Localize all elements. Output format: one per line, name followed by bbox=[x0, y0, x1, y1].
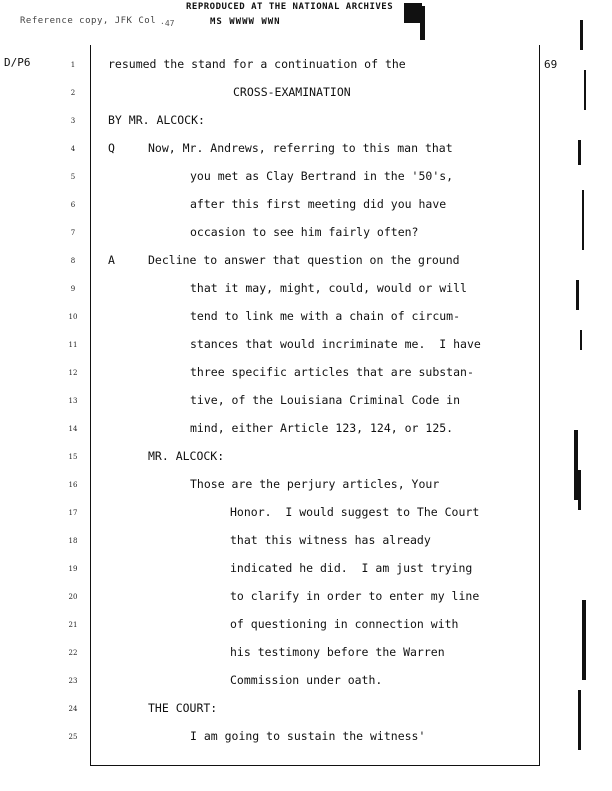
transcript-line bbox=[0, 729, 612, 749]
transcript-line bbox=[0, 85, 612, 105]
line-number: 10 bbox=[68, 313, 78, 321]
transcript-line bbox=[0, 281, 612, 301]
transcript-line bbox=[0, 505, 612, 525]
transcript-line bbox=[0, 589, 612, 609]
line-number: 17 bbox=[68, 509, 78, 517]
line-text: mind, either Article 123, 124, or 125. bbox=[190, 421, 454, 435]
reference-copy-note: Reference copy, JFK Col bbox=[20, 16, 157, 26]
transcript-line bbox=[0, 477, 612, 497]
line-text: to clarify in order to enter my line bbox=[230, 589, 480, 603]
line-text: Now, Mr. Andrews, referring to this man that bbox=[148, 141, 453, 155]
page-number: 69 bbox=[544, 58, 558, 71]
line-text: resumed the stand for a continuation of the bbox=[108, 57, 406, 71]
line-text: CROSS-EXAMINATION bbox=[233, 85, 351, 99]
line-number: 14 bbox=[68, 425, 78, 433]
line-text: occasion to see him fairly often? bbox=[190, 225, 419, 239]
transcript-line bbox=[0, 309, 612, 329]
transcript-line bbox=[0, 421, 612, 441]
section-label: D/P6 bbox=[4, 56, 31, 69]
line-number: 20 bbox=[68, 593, 78, 601]
line-text: that this witness has already bbox=[230, 533, 431, 547]
line-text: indicated he did. I am just trying bbox=[230, 561, 473, 575]
line-text: Honor. I would suggest to The Court bbox=[230, 505, 480, 519]
transcript-line bbox=[0, 617, 612, 637]
line-text: MR. ALCOCK: bbox=[148, 449, 225, 463]
line-text: of questioning in connection with bbox=[230, 617, 459, 631]
transcript-line bbox=[0, 449, 612, 469]
line-number: 23 bbox=[68, 677, 78, 685]
line-number: 11 bbox=[68, 341, 78, 349]
transcript-line bbox=[0, 57, 612, 77]
transcript-line bbox=[0, 533, 612, 553]
line-number: 13 bbox=[68, 397, 78, 405]
line-number: 15 bbox=[68, 453, 78, 461]
archive-stamp: REPRODUCED AT THE NATIONAL ARCHIVES bbox=[186, 2, 394, 12]
line-number: 6 bbox=[70, 201, 76, 209]
scan-edge-marks bbox=[566, 0, 612, 791]
line-text: his testimony before the Warren bbox=[230, 645, 445, 659]
line-text: you met as Clay Bertrand in the '50's, bbox=[190, 169, 454, 183]
stamp-mark-tail bbox=[420, 6, 425, 40]
line-number: 7 bbox=[70, 229, 76, 237]
line-text: tive, of the Louisiana Criminal Code in bbox=[190, 393, 461, 407]
line-number: 18 bbox=[68, 537, 78, 545]
line-number: 4 bbox=[70, 145, 76, 153]
speaker-marker: A bbox=[108, 253, 115, 267]
transcript-line bbox=[0, 701, 612, 721]
transcript-line bbox=[0, 561, 612, 581]
line-text: three specific articles that are substan- bbox=[190, 365, 474, 379]
line-text: BY MR. ALCOCK: bbox=[108, 113, 205, 127]
stamp-dots: ·47 bbox=[160, 19, 175, 28]
transcript-line bbox=[0, 393, 612, 413]
transcript-line bbox=[0, 169, 612, 189]
speaker-marker: Q bbox=[108, 141, 115, 155]
line-text: Those are the perjury articles, Your bbox=[190, 477, 440, 491]
line-number: 25 bbox=[68, 733, 78, 741]
line-number: 21 bbox=[68, 621, 78, 629]
line-text: I am going to sustain the witness' bbox=[190, 729, 426, 743]
line-number: 9 bbox=[70, 285, 76, 293]
transcript-line bbox=[0, 197, 612, 217]
transcript-line bbox=[0, 113, 612, 133]
line-text: after this first meeting did you have bbox=[190, 197, 447, 211]
line-number: 5 bbox=[70, 173, 76, 181]
transcript-line bbox=[0, 141, 612, 161]
transcript-line bbox=[0, 673, 612, 693]
line-text: tend to link me with a chain of circum- bbox=[190, 309, 461, 323]
line-number: 2 bbox=[70, 89, 76, 97]
transcript-line bbox=[0, 337, 612, 357]
line-number: 24 bbox=[68, 705, 78, 713]
line-number: 12 bbox=[68, 369, 78, 377]
transcript-line bbox=[0, 645, 612, 665]
line-number: 1 bbox=[70, 61, 76, 69]
transcript-line bbox=[0, 365, 612, 385]
line-number: 8 bbox=[70, 257, 76, 265]
line-text: Decline to answer that question on the ground bbox=[148, 253, 460, 267]
line-number: 16 bbox=[68, 481, 78, 489]
transcript-line bbox=[0, 225, 612, 245]
line-number: 3 bbox=[70, 117, 76, 125]
line-number: 19 bbox=[68, 565, 78, 573]
line-number: 22 bbox=[68, 649, 78, 657]
line-text: stances that would incriminate me. I have bbox=[190, 337, 481, 351]
line-text: that it may, might, could, would or will bbox=[190, 281, 467, 295]
line-text: Commission under oath. bbox=[230, 673, 383, 687]
stamp-second-line: MS WWWW WWN bbox=[210, 17, 281, 27]
line-text: THE COURT: bbox=[148, 701, 218, 715]
transcript-line bbox=[0, 253, 612, 273]
